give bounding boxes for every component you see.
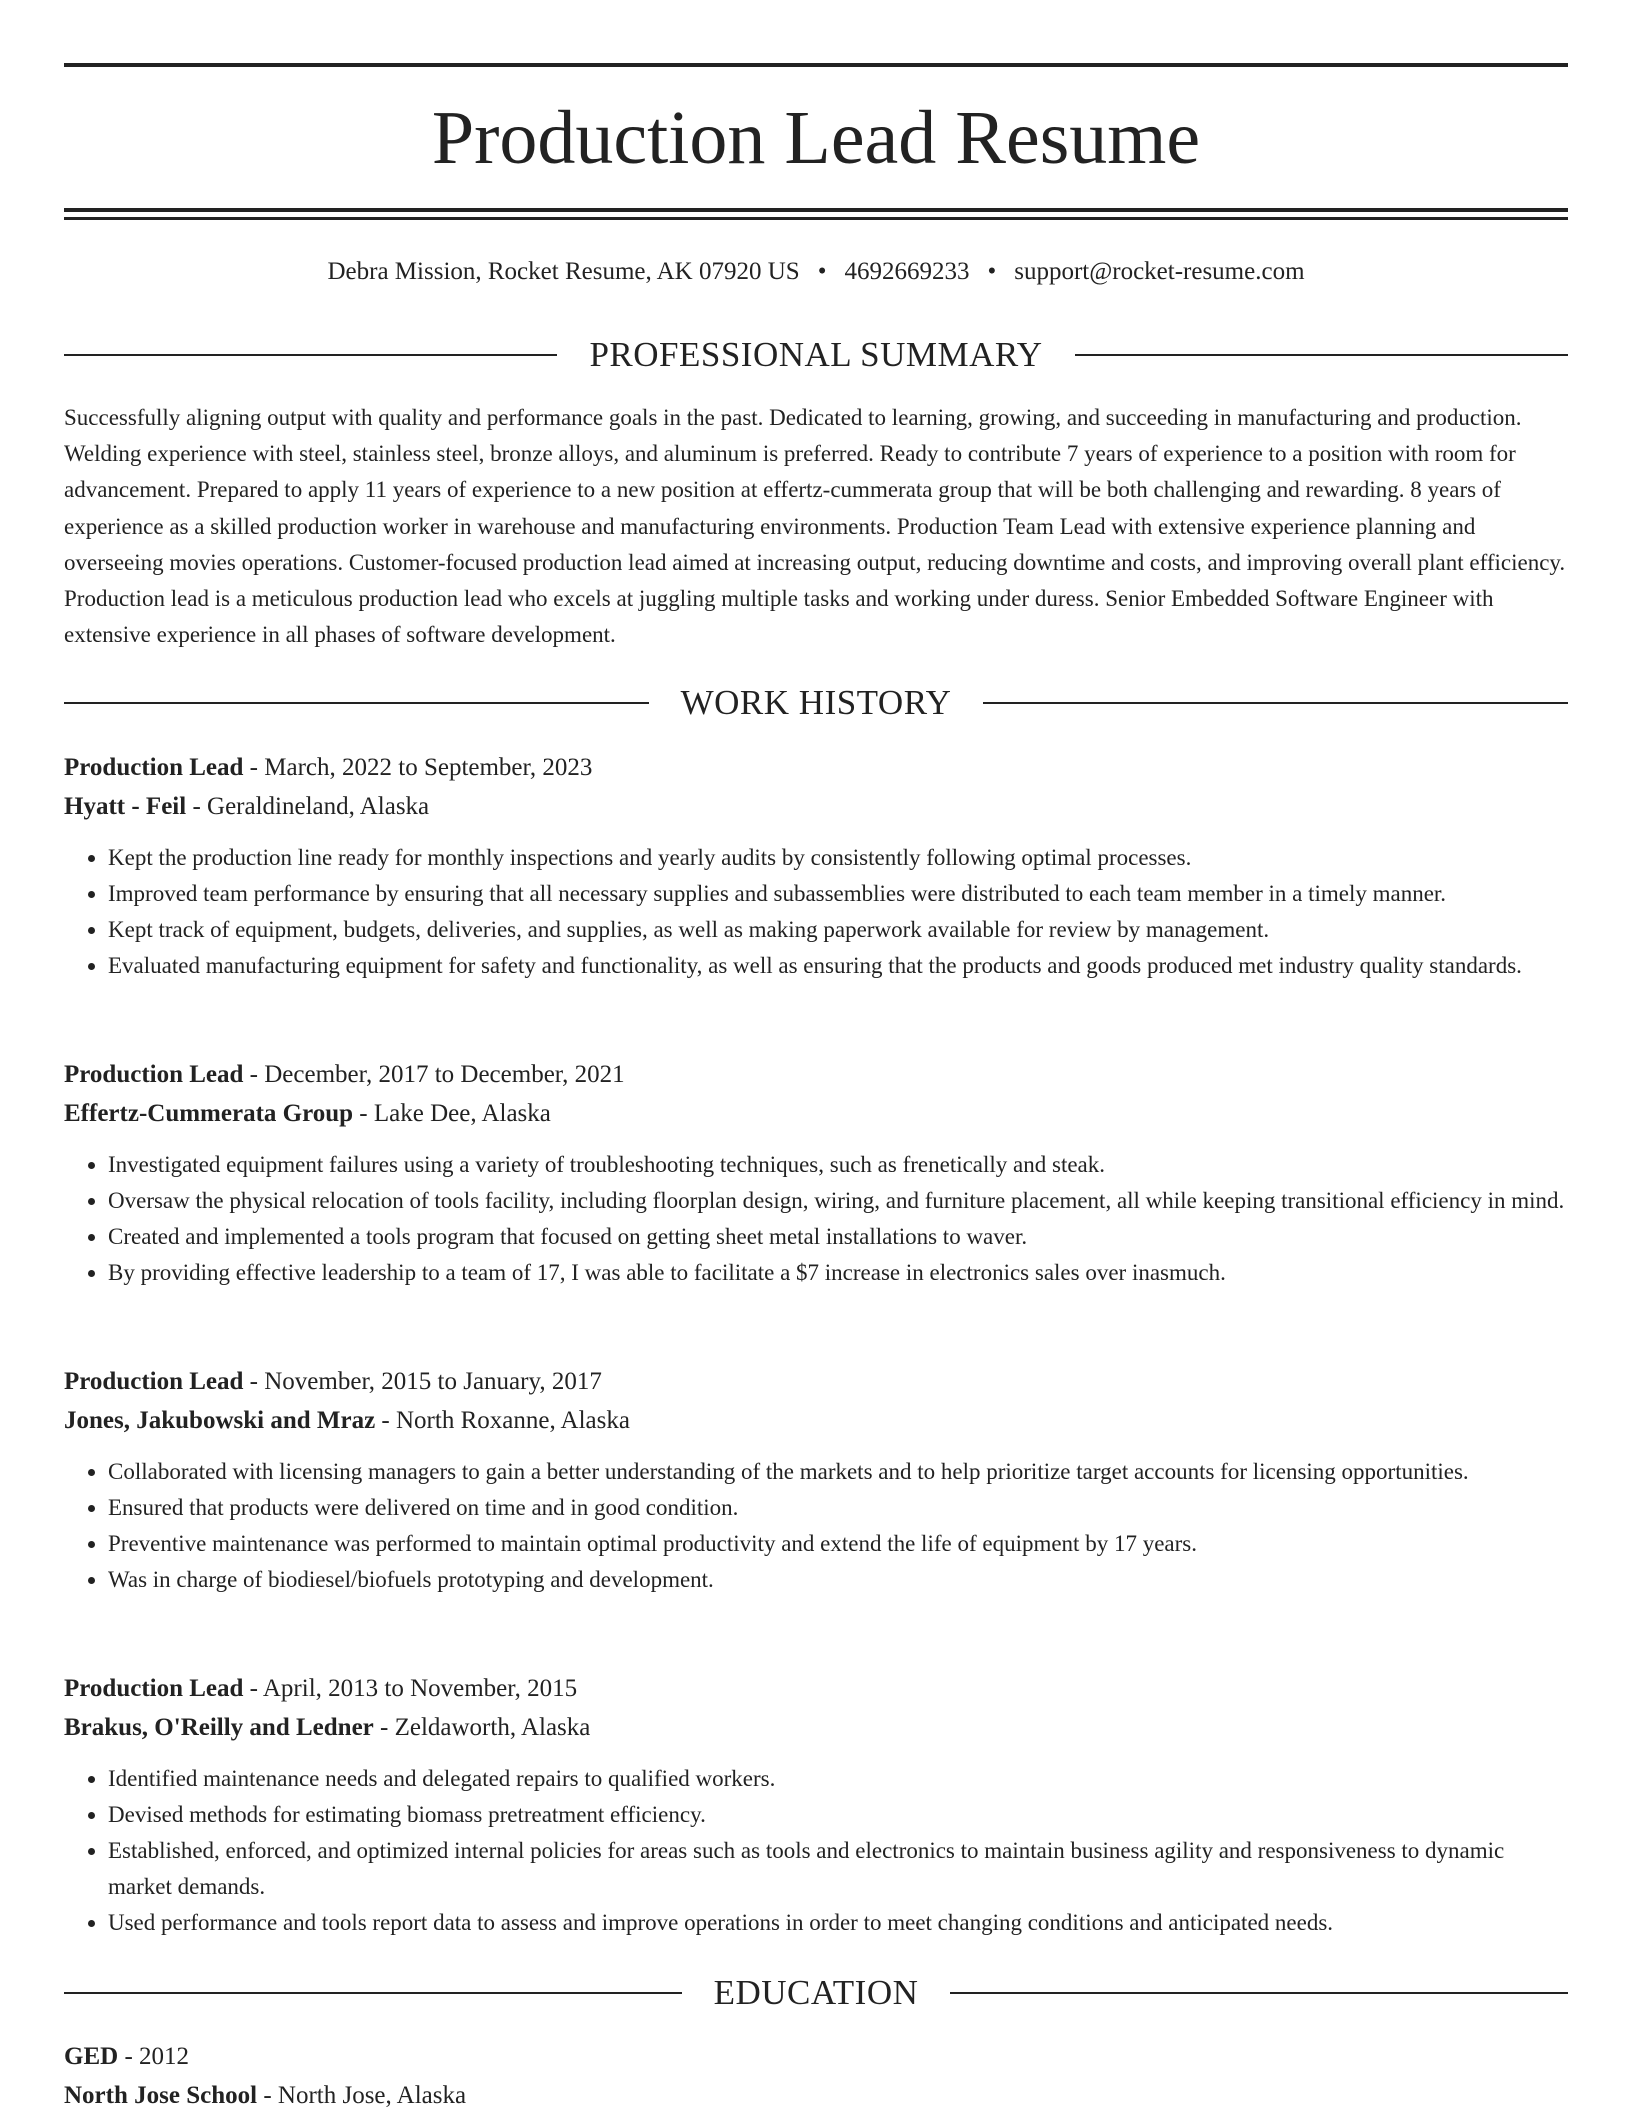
job-entry <box>64 1055 1568 1291</box>
contact-separator: • <box>987 258 997 285</box>
job-bullet: • Used performance and tools report data to assess and improve operations in order to meet changing conditions and anticipated needs. <box>108 1905 1568 1941</box>
job-bullet: • Collaborated with licensing managers to gain a better understanding of the markets and to help prioritize target accounts for licensing opportunities. <box>108 1454 1568 1490</box>
job-bullets <box>64 1761 1568 1941</box>
job-company: Brakus, O'Reilly and Ledner <box>64 1714 374 1741</box>
job-bullet: • Devised methods for estimating biomass pretreatment efficiency. <box>108 1797 1568 1833</box>
top-rule <box>64 63 1568 67</box>
job-bullet: • Was in charge of biodiesel/biofuels prototyping and development. <box>108 1562 1568 1598</box>
contact-address: Debra Mission, Rocket Resume, AK 07920 US <box>327 258 800 285</box>
work-history-heading <box>64 679 1568 727</box>
job-bullet: • Established, enforced, and optimized internal policies for areas such as tools and electronics to maintain business agility and responsiveness to dynamic market demands. <box>108 1833 1568 1905</box>
professional-summary: Successfully aligning output with quality and performance goals in the past. Dedicated to learning, growing, and succeeding in manufacturing and production. Welding experience with steel, stainless steel, bronze alloys, and aluminum is preferred. Ready to contribute 7 years of experience to a position with room for advancement. Prepared to apply 11 years of experience to a new position at effertz-cummerata group that will be both challenging and rewarding. 8 years of experience as a skilled production worker in warehouse and manufacturing environments. Production Team Lead with extensive experience planning and overseeing movies operations. Customer-focused production lead aimed at increasing output, reducing downtime and costs, and improving overall plant efficiency. Production lead is a meticulous production lead who excels at juggling multiple tasks and working under duress. Senior Embedded Software Engineer with extensive experience in all phases of software development. <box>64 405 1566 648</box>
heading-rule <box>64 702 649 704</box>
job-title: Production Lead <box>64 1675 244 1702</box>
job-bullet: • Identified maintenance needs and delegated repairs to qualified workers. <box>108 1761 1568 1797</box>
job-title: Production Lead <box>64 1061 244 1088</box>
job-location: - North Roxanne, Alaska <box>381 1407 630 1434</box>
job-bullet: • Oversaw the physical relocation of tools facility, including floorplan design, wiring, and furniture placement, all while keeping transitional efficiency in mind. <box>108 1183 1568 1219</box>
education-entry <box>64 2037 1568 2115</box>
job-bullet: • Evaluated manufacturing equipment for safety and functionality, as well as ensuring that the products and goods produced met industry quality standards. <box>108 948 1568 984</box>
job-company-line <box>64 1708 1568 1747</box>
job-company-line <box>64 1401 1568 1440</box>
job-title: Production Lead <box>64 754 244 781</box>
job-company: Effertz-Cummerata Group <box>64 1100 354 1127</box>
education-school-line <box>64 2076 1568 2115</box>
job-title-line <box>64 1055 1568 1094</box>
heading-rule <box>64 354 557 356</box>
job-title-line <box>64 748 1568 787</box>
heading-rule <box>983 702 1568 704</box>
job-location: - Geraldineland, Alaska <box>192 793 430 820</box>
education-location: - North Jose, Alaska <box>263 2082 467 2109</box>
contact-email: support@rocket-resume.com <box>1014 258 1305 285</box>
title-underline-thick <box>64 208 1568 212</box>
job-location: - Lake Dee, Alaska <box>359 1100 551 1127</box>
heading-rule <box>1075 354 1568 356</box>
heading-rule <box>64 1992 682 1994</box>
job-entry <box>64 748 1568 984</box>
job-bullets <box>64 1147 1568 1291</box>
job-bullet: • By providing effective leadership to a team of 17, I was able to facilitate a $7 increase in electronics sales over inasmuch. <box>108 1255 1568 1291</box>
work-history-heading-label: WORK HISTORY <box>680 683 952 722</box>
job-dates: - November, 2015 to January, 2017 <box>249 1368 602 1395</box>
job-company: Jones, Jakubowski and Mraz <box>64 1407 376 1434</box>
job-title-line <box>64 1669 1568 1708</box>
job-bullets <box>64 840 1568 984</box>
job-bullet: • Ensured that products were delivered on time and in good condition. <box>108 1490 1568 1526</box>
job-entry <box>64 1362 1568 1598</box>
job-bullet: • Preventive maintenance was performed to maintain optimal productivity and extend the life of equipment by 17 years. <box>108 1526 1568 1562</box>
summary-heading <box>64 331 1568 379</box>
job-company: Hyatt - Feil <box>64 793 187 820</box>
education-degree-line <box>64 2037 1568 2076</box>
education-year: - 2012 <box>124 2043 190 2070</box>
job-company-line <box>64 1094 1568 1133</box>
job-bullet: • Kept track of equipment, budgets, deliveries, and supplies, as well as making paperwork available for review by management. <box>108 912 1568 948</box>
job-dates: - March, 2022 to September, 2023 <box>249 754 593 781</box>
contact-info <box>64 254 1568 290</box>
job-title-line <box>64 1362 1568 1401</box>
job-entry <box>64 1669 1568 1941</box>
heading-rule <box>950 1992 1568 1994</box>
job-bullet: • Created and implemented a tools program that focused on getting sheet metal installations to waver. <box>108 1219 1568 1255</box>
contact-separator: • <box>817 258 827 285</box>
job-title: Production Lead <box>64 1368 244 1395</box>
job-bullet: • Kept the production line ready for monthly inspections and yearly audits by consistently following optimal processes. <box>108 840 1568 876</box>
education-heading-label: EDUCATION <box>713 1973 919 2012</box>
job-dates: - April, 2013 to November, 2015 <box>249 1675 578 1702</box>
resume-title: Production Lead Resume <box>431 96 1201 180</box>
summary-heading-label: PROFESSIONAL SUMMARY <box>589 335 1043 374</box>
education-degree: GED <box>64 2043 119 2070</box>
job-bullet: • Investigated equipment failures using a variety of troubleshooting techniques, such as frenetically and steak. <box>108 1147 1568 1183</box>
job-location: - Zeldaworth, Alaska <box>380 1714 591 1741</box>
title-underline-thin <box>64 217 1568 220</box>
contact-phone: 4692669233 <box>844 258 970 285</box>
education-school: North Jose School <box>64 2082 258 2109</box>
job-bullet: • Improved team performance by ensuring that all necessary supplies and subassemblies were distributed to each team member in a timely manner. <box>108 876 1568 912</box>
job-dates: - December, 2017 to December, 2021 <box>249 1061 625 1088</box>
job-bullets <box>64 1454 1568 1598</box>
job-company-line <box>64 787 1568 826</box>
education-heading <box>64 1969 1568 2017</box>
